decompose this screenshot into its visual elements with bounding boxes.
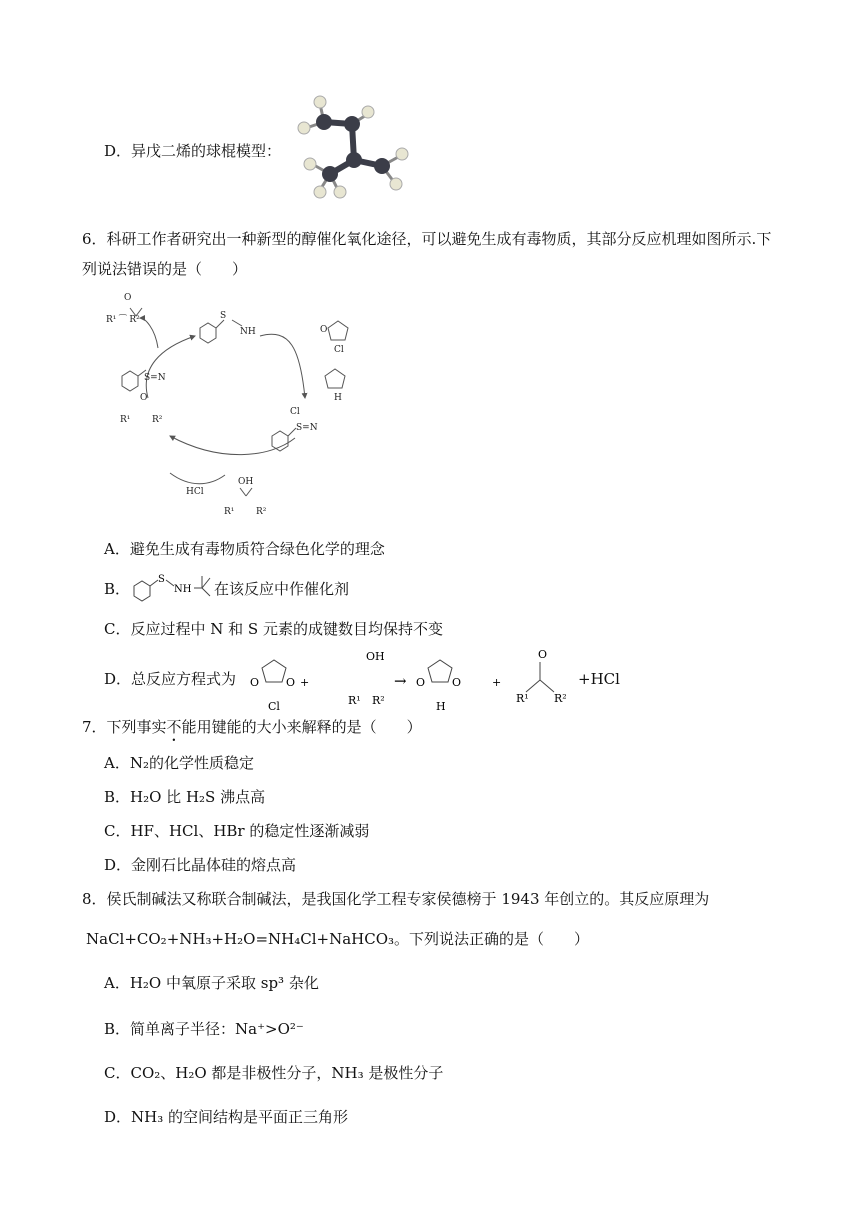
diagram-s-eq-n: S=N (144, 373, 166, 383)
q7-option-c: C．HF、HCl、HBr 的稳定性逐渐减弱 (104, 822, 370, 840)
eq-o4: O (452, 676, 462, 689)
eq-h: H (436, 700, 446, 712)
q6-option-c: C．反应过程中 N 和 S 元素的成键数目均保持不变 (104, 620, 443, 638)
diagram-nh-h: H (334, 393, 342, 403)
diagram-r2-bottom: R² (256, 507, 267, 517)
q8-option-d: D．NH₃ 的空间结构是平面正三角形 (104, 1108, 349, 1126)
q5-option-d: D．异戊二烯的球棍模型： (104, 142, 282, 160)
q7-stem-post: 能用键能的大小来解释的是（ ） (181, 718, 422, 736)
diagram-r2-left: R² (152, 415, 163, 425)
diagram-nh: NH (240, 327, 256, 337)
diagram-oh: OH (238, 477, 254, 487)
eq-o3: O (416, 676, 426, 689)
overall-equation-structures (244, 648, 604, 712)
eq-r2: R² (372, 694, 385, 707)
q6-option-b-prefix: B． (104, 580, 131, 598)
eq-plus2: + (492, 676, 502, 689)
eq-o2: O (286, 676, 296, 689)
q6-option-d: D．总反应方程式为 (104, 670, 237, 688)
q8-equation: NaCl+CO₂+NH₃+H₂O=NH₄Cl+NaHCO₃ (86, 930, 395, 948)
eq-o1: O (250, 676, 260, 689)
diagram-cl-n: Cl (334, 345, 344, 355)
diagram-hcl: HCl (186, 487, 204, 497)
diagram-o-top: O (124, 293, 132, 303)
q7-option-a: A．N₂的化学性质稳定 (104, 754, 254, 772)
diagram-r1r2-top: R¹ ⁀ R² (106, 315, 140, 325)
q6-option-a: A．避免生成有毒物质符合绿色化学的理念 (104, 540, 385, 558)
eq-arrow: → (394, 672, 407, 690)
eq-oh: OH (366, 650, 385, 663)
catalyst-structure (128, 572, 214, 602)
q7-stem-pre: 7．下列事实 (82, 718, 167, 736)
q6-equation-tail: +HCl (578, 670, 620, 688)
q6-option-b-text: 在该反应中作催化剂 (214, 580, 350, 598)
q8-option-a: A．H₂O 中氧原子采取 sp³ 杂化 (104, 974, 319, 992)
diagram-cl-s: Cl (290, 407, 300, 417)
diagram-s-top: S (220, 311, 227, 321)
isoprene-ball-stick-model (296, 94, 416, 206)
eq-r2-ketone: R² (554, 692, 567, 705)
q7-option-b: B．H₂O 比 H₂S 沸点高 (104, 788, 266, 806)
diagram-r1-left: R¹ (120, 415, 131, 425)
eq-cl: Cl (268, 700, 280, 712)
q6-stem-line2: 列说法错误的是（ ） (82, 260, 248, 278)
diagram-s-eq-n-right: S=N (296, 423, 318, 433)
diagram-o-left: O (140, 393, 148, 403)
catalyst-nh-label: NH (174, 584, 192, 595)
q6-stem-line1: 6．科研工作者研究出一种新型的醇催化氧化途径，可以避免生成有毒物质，其部分反应机理如图所示.下 (82, 230, 772, 248)
q8-stem-tail: 。下列说法正确的是（ ） (394, 930, 590, 948)
q8-option-b: B．简单离子半径：Na⁺>O²⁻ (104, 1020, 304, 1038)
eq-o-ketone: O (538, 648, 548, 661)
catalyst-s-label: S (158, 574, 165, 585)
eq-r1-ketone: R¹ (516, 692, 529, 705)
diagram-o-ring1: O (320, 325, 328, 335)
q7-stem (82, 716, 422, 745)
q7-option-d: D．金刚石比晶体硅的熔点高 (104, 856, 297, 874)
reaction-mechanism-diagram (100, 288, 390, 528)
q8-stem-line1: 8．侯氏制碱法又称联合制碱法，是我国化学工程专家侯德榜于 1943 年创立的。其反应原理为 (82, 890, 710, 908)
eq-plus1: + (300, 676, 310, 689)
diagram-r1-bottom: R¹ (224, 507, 235, 517)
q8-stem-line2 (86, 928, 589, 950)
q8-option-c: C．CO₂、H₂O 都是非极性分子，NH₃ 是极性分子 (104, 1064, 444, 1082)
eq-r1: R¹ (348, 694, 361, 707)
q7-stem-emphasis: 不 (166, 718, 182, 736)
